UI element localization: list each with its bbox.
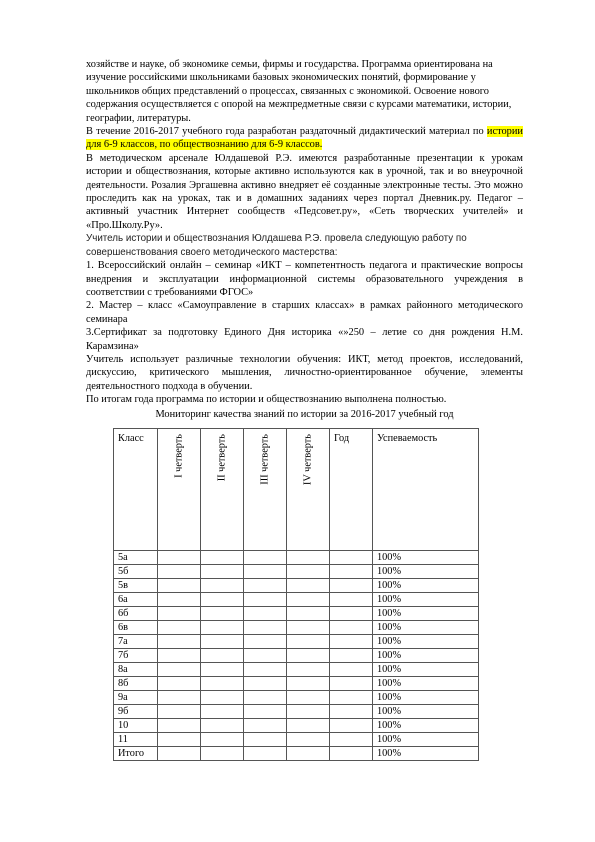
- row-q1-cell: [158, 621, 201, 635]
- row-q2-cell: [201, 733, 244, 747]
- row-progress-cell: 100%: [373, 551, 479, 565]
- row-q4-cell: [287, 593, 330, 607]
- row-q3-cell: [244, 579, 287, 593]
- row-q3-cell: [244, 621, 287, 635]
- row-q3-cell: [244, 705, 287, 719]
- row-class-cell: 7а: [114, 635, 158, 649]
- row-progress-cell: 100%: [373, 733, 479, 747]
- row-q4-cell: [287, 579, 330, 593]
- row-q4-cell: [287, 551, 330, 565]
- row-q1-cell: [158, 607, 201, 621]
- row-progress-cell: 100%: [373, 677, 479, 691]
- row-class-cell: 8б: [114, 677, 158, 691]
- header-q2: II четверть: [201, 429, 244, 551]
- row-q1-cell: [158, 705, 201, 719]
- row-class-cell: Итого: [114, 747, 158, 761]
- document-body: [86, 58, 523, 421]
- row-class-cell: 6в: [114, 621, 158, 635]
- row-q4-cell: [287, 607, 330, 621]
- row-year-cell: [330, 733, 373, 747]
- row-class-cell: 5в: [114, 579, 158, 593]
- paragraph-development: [86, 125, 523, 152]
- row-year-cell: [330, 705, 373, 719]
- row-q1-cell: [158, 691, 201, 705]
- row-q2-cell: [201, 663, 244, 677]
- row-q4-cell: [287, 691, 330, 705]
- row-q1-cell: [158, 579, 201, 593]
- row-progress-cell: 100%: [373, 621, 479, 635]
- row-year-cell: [330, 649, 373, 663]
- row-progress-cell: 100%: [373, 747, 479, 761]
- header-q4: IV четверть: [287, 429, 330, 551]
- row-class-cell: 10: [114, 719, 158, 733]
- table-row: [114, 691, 479, 705]
- row-q4-cell: [287, 663, 330, 677]
- header-q3: III четверть: [244, 429, 287, 551]
- table-row: [114, 677, 479, 691]
- table-row: [114, 551, 479, 565]
- row-q3-cell: [244, 733, 287, 747]
- table-row: [114, 663, 479, 677]
- monitoring-table: [113, 428, 479, 761]
- row-q2-cell: [201, 593, 244, 607]
- row-class-cell: 7б: [114, 649, 158, 663]
- row-q1-cell: [158, 551, 201, 565]
- paragraph-work-intro: Учитель истории и обществознания Юлдашева Р.Э. провела следующую работу по совершенствования своего методического мастерства:: [86, 233, 467, 258]
- row-q3-cell: [244, 607, 287, 621]
- row-class-cell: 11: [114, 733, 158, 747]
- row-q3-cell: [244, 551, 287, 565]
- row-year-cell: [330, 565, 373, 579]
- row-q4-cell: [287, 719, 330, 733]
- row-q1-cell: [158, 747, 201, 761]
- table-row: [114, 635, 479, 649]
- row-q1-cell: [158, 677, 201, 691]
- table-row: [114, 649, 479, 663]
- row-q2-cell: [201, 747, 244, 761]
- row-q2-cell: [201, 621, 244, 635]
- row-year-cell: [330, 579, 373, 593]
- row-progress-cell: 100%: [373, 705, 479, 719]
- row-q3-cell: [244, 747, 287, 761]
- row-q3-cell: [244, 719, 287, 733]
- row-q1-cell: [158, 733, 201, 747]
- row-year-cell: [330, 691, 373, 705]
- table-row: [114, 579, 479, 593]
- development-intro: В течение 2016-2017 учебного года разработан раздаточный дидактический материал по: [86, 126, 487, 138]
- row-q2-cell: [201, 607, 244, 621]
- row-q2-cell: [201, 677, 244, 691]
- row-q2-cell: [201, 649, 244, 663]
- paragraph-technologies: Учитель использует различные технологии обучения: ИКТ, метод проектов, исследований, дискуссию, критического мышления, личностно-ориентированное обучение, элементы деятельностного подхода в обучении.: [86, 353, 523, 392]
- row-class-cell: 6б: [114, 607, 158, 621]
- row-year-cell: [330, 607, 373, 621]
- paragraph-results: По итогам года программа по истории и обществознанию выполнена полностью.: [86, 394, 447, 406]
- row-progress-cell: 100%: [373, 579, 479, 593]
- row-year-cell: [330, 663, 373, 677]
- row-q4-cell: [287, 733, 330, 747]
- row-year-cell: [330, 677, 373, 691]
- header-q1: I четверть: [158, 429, 201, 551]
- table-row: [114, 747, 479, 761]
- row-q2-cell: [201, 579, 244, 593]
- row-year-cell: [330, 635, 373, 649]
- row-q3-cell: [244, 649, 287, 663]
- row-q1-cell: [158, 719, 201, 733]
- table-row: [114, 705, 479, 719]
- header-year: Год: [330, 429, 373, 551]
- table-row: [114, 621, 479, 635]
- row-q2-cell: [201, 719, 244, 733]
- header-progress: Успеваемость: [373, 429, 479, 551]
- table-row: [114, 593, 479, 607]
- table-row: [114, 607, 479, 621]
- row-q3-cell: [244, 593, 287, 607]
- row-q2-cell: [201, 565, 244, 579]
- row-progress-cell: 100%: [373, 719, 479, 733]
- row-q1-cell: [158, 635, 201, 649]
- row-q2-cell: [201, 705, 244, 719]
- row-year-cell: [330, 747, 373, 761]
- paragraph-arsenal: В методическом арсенале Юлдашевой Р.Э. имеются разработанные презентации к урокам истории и обществознания, которые активно используются как в урочной, так и во внеурочной деятельности. Розалия Эргашевна активно внедряет её созданные электронные тесты. Это можно проследить как на уроках, так и в домашних заданиях через портал Дневник.ру. Педагог – активный участник Интернет сообществ «Педсовет.ру», «Сеть творческих учителей» и «Про.Школу.Ру».: [86, 152, 523, 231]
- row-year-cell: [330, 593, 373, 607]
- row-q4-cell: [287, 747, 330, 761]
- row-q3-cell: [244, 635, 287, 649]
- row-class-cell: 8а: [114, 663, 158, 677]
- row-q1-cell: [158, 649, 201, 663]
- row-year-cell: [330, 551, 373, 565]
- row-year-cell: [330, 719, 373, 733]
- work-item-3: 3.Сертификат за подготовку Единого Дня историка «»250 – летие со дня рождения Н.М. Карамзина»: [86, 327, 523, 352]
- table-header-row: [114, 429, 479, 551]
- row-q4-cell: [287, 649, 330, 663]
- row-q3-cell: [244, 663, 287, 677]
- row-progress-cell: 100%: [373, 691, 479, 705]
- row-q4-cell: [287, 677, 330, 691]
- row-progress-cell: 100%: [373, 635, 479, 649]
- row-progress-cell: 100%: [373, 593, 479, 607]
- row-q1-cell: [158, 565, 201, 579]
- row-q4-cell: [287, 621, 330, 635]
- row-progress-cell: 100%: [373, 607, 479, 621]
- row-q1-cell: [158, 663, 201, 677]
- row-q1-cell: [158, 593, 201, 607]
- row-q4-cell: [287, 565, 330, 579]
- row-class-cell: 5а: [114, 551, 158, 565]
- row-year-cell: [330, 621, 373, 635]
- row-progress-cell: 100%: [373, 663, 479, 677]
- row-q2-cell: [201, 551, 244, 565]
- paragraph-economics: хозяйстве и науке, об экономике семьи, фирмы и государства. Программа ориентирована на изучение российскими школьниками базовых экономических понятий, формирование у школьников общих представлений о процессах, связанных с экономикой. Освоение нового содержания осуществляется с опорой на межпредметные связи с курсами математики, истории, географии, литературы.: [86, 59, 512, 124]
- table-row: [114, 719, 479, 733]
- row-q3-cell: [244, 691, 287, 705]
- row-q2-cell: [201, 691, 244, 705]
- row-progress-cell: 100%: [373, 565, 479, 579]
- row-q3-cell: [244, 565, 287, 579]
- highlighted-text: истории для 6-9 классов, по обществознанию для 6-9 классов.: [86, 126, 523, 151]
- row-q4-cell: [287, 705, 330, 719]
- row-q4-cell: [287, 635, 330, 649]
- table-title: Мониторинг качества знаний по истории за 2016-2017 учебный год: [155, 408, 454, 420]
- row-q3-cell: [244, 677, 287, 691]
- table-row: [114, 565, 479, 579]
- header-class: Класс: [114, 429, 158, 551]
- row-class-cell: 5б: [114, 565, 158, 579]
- row-class-cell: 9а: [114, 691, 158, 705]
- row-class-cell: 9б: [114, 705, 158, 719]
- row-q2-cell: [201, 635, 244, 649]
- work-item-1: 1. Всероссийский онлайн – семинар «ИКТ – компетентность педагога и практические вопросы внедрения и эксплуатации информационной системы образовательного учреждения в соответствии с требованиями ФГОС»: [86, 260, 523, 298]
- row-class-cell: 6а: [114, 593, 158, 607]
- row-progress-cell: 100%: [373, 649, 479, 663]
- table-row: [114, 733, 479, 747]
- work-item-2: 2. Мастер – класс «Самоуправление в старших классах» в рамках районного методического семинара: [86, 300, 523, 325]
